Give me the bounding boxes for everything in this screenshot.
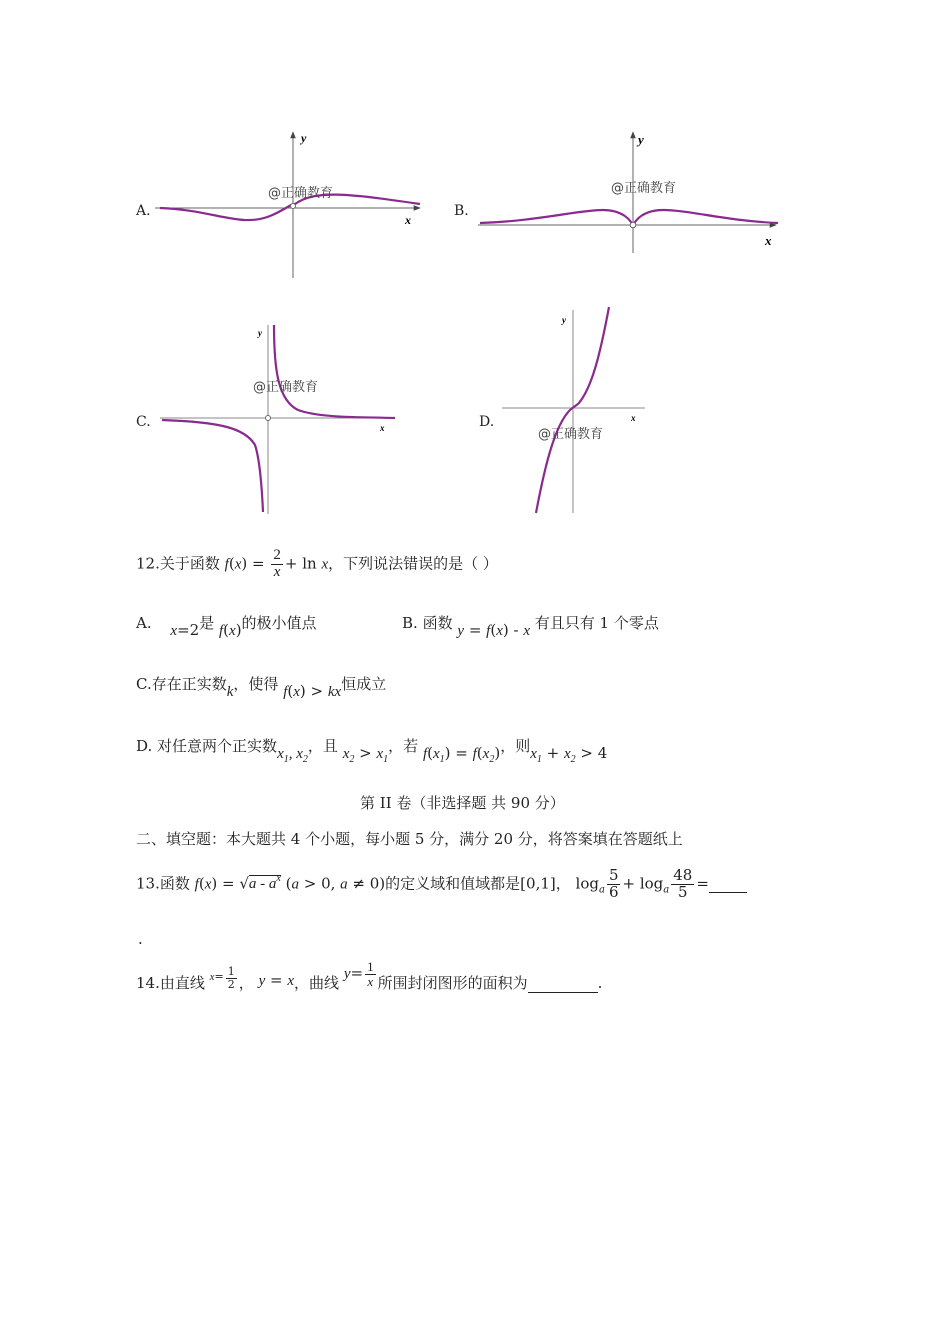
curve-b (480, 210, 778, 225)
option-c-label: C. (136, 414, 151, 430)
hollow-point (291, 204, 296, 209)
option-b-label: B. (454, 203, 469, 219)
y-axis-label: y (638, 132, 644, 147)
q12-option-a: A. x=2是 f(x)的极小值点 (136, 614, 317, 639)
option-d-label: D. (479, 414, 495, 430)
question-14: 14.由直线 $^{x=}$ $\frac{1}{2}$ ， y = x，曲线 y= $\frac{1}{x}$ 所围封闭图形的面积为 . (136, 959, 603, 993)
x-axis-label: x (405, 213, 411, 227)
hollow-point (266, 416, 271, 421)
hollow-point (630, 222, 636, 228)
q13-trailing-dot: . (138, 930, 143, 948)
watermark: @正确教育 (611, 181, 677, 196)
q12-option-c: C.存在正实数k，使得 f(x) > kx恒成立 (136, 675, 387, 700)
x-axis-label: x (631, 413, 636, 423)
q12-option-b: B. 函数 y = f(x) - x 有且只有 1 个零点 (402, 614, 659, 639)
q12-option-d: D. 对任意两个正实数$x_1$, $x_2$，且 $x_2 > x_1$，若 $f(x_1) = f(x_2)$，则$x_1 + x_2 > 4$ (136, 737, 608, 765)
watermark: @正确教育 (253, 380, 319, 395)
graph-b (478, 128, 783, 253)
graph-a (155, 128, 430, 283)
option-a-label: A. (136, 203, 151, 219)
section-heading: 二、填空题：本大题共 4 个小题，每小题 5 分，满分 20 分，将答案填在答题纸上 (136, 830, 683, 848)
curve-c-left (162, 420, 263, 512)
x-axis-label: x (380, 423, 385, 433)
question-12-stem: 12.关于函数 f(x) = $\frac{2}{x}$ + ln x，下列说法错误的是（ ） (136, 547, 498, 580)
x-axis-label: x (765, 233, 772, 248)
question-13: 13.函数 $f(x) = √a - a^x$ (a > 0, a ≠ 0)的定义域和值域都是[0,1]， $\log_a$ $\frac{5}{6}$ + $\log_a$ $\frac{48}{5}$ = (136, 868, 747, 901)
watermark: @正确教育 (268, 186, 334, 201)
graph-c (160, 320, 405, 515)
y-axis-label: y (562, 315, 566, 325)
curve-c-right (274, 325, 395, 418)
watermark: @正确教育 (538, 427, 604, 442)
graph-d (500, 305, 655, 515)
y-axis-label: y (301, 131, 307, 145)
y-axis-label: y (258, 328, 262, 338)
section-title: 第 II 卷（非选择题 共 90 分） (360, 794, 565, 812)
